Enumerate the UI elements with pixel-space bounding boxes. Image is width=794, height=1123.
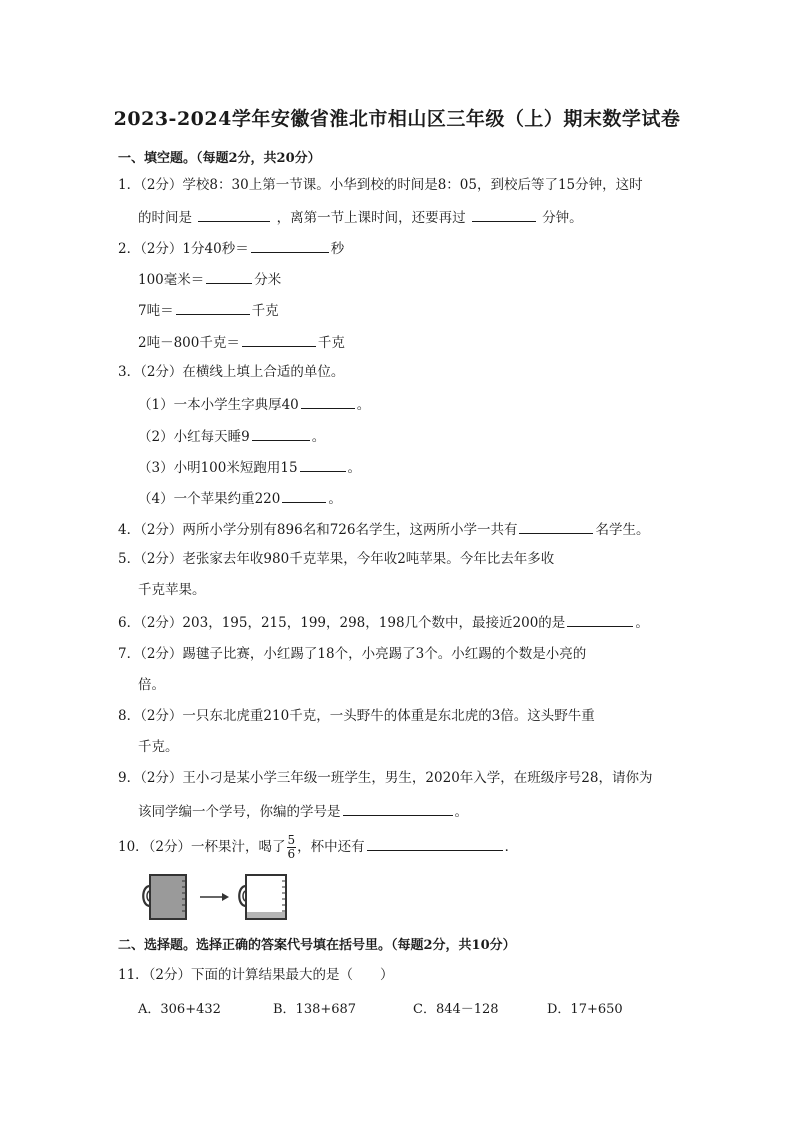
answer-blank[interactable] (242, 332, 316, 347)
sub-question-text: （3）小明100米短跑用15 (138, 460, 298, 476)
punctuation: 。 (311, 429, 326, 445)
answer-blank[interactable] (343, 801, 453, 816)
option-a[interactable]: A．306+432 (138, 1002, 221, 1017)
question-6-text: 6．（2分）203，195，215，199，298，198几个数中，最接近200的是 (118, 615, 566, 631)
question-3-sub-1 (138, 394, 370, 414)
question-2-line-3 (138, 300, 279, 320)
question-9-line-2 (138, 801, 468, 821)
unit-text: 千克 (317, 335, 345, 351)
question-9-text: 该同学编一个学号，你编的学号是 (138, 804, 341, 820)
question-9-line-1: 9．（2分）王小刁是某小学三年级一班学生，男生，2020年入学，在班级序号28，请你为 (118, 770, 653, 786)
question-1-text-a: 的时间是 (138, 210, 192, 226)
question-5-line-2: 千克苹果。 (138, 582, 206, 598)
question-7-line-2: 倍。 (138, 677, 165, 693)
question-10 (118, 834, 518, 861)
partial-cup-image (239, 875, 286, 919)
question-2-line-2 (138, 269, 281, 289)
question-4-text: 4．（2分）两所小学分别有896名和726名学生，这两所小学一共有 (118, 522, 518, 538)
question-10-text: 10．（2分）一杯果汁，喝了 (118, 839, 286, 855)
juice-cup-illustration (138, 872, 298, 922)
unit-text: 秒 (330, 241, 345, 257)
exam-title: 2023-2024学年安徽省淮北市相山区三年级（上）期末数学试卷 (113, 108, 681, 130)
answer-blank[interactable] (252, 426, 310, 441)
question-6 (118, 612, 649, 632)
answer-blank[interactable] (367, 836, 503, 851)
question-8-line-2: 千克。 (138, 739, 179, 755)
fraction-denominator: 6 (287, 847, 296, 861)
punctuation: 。 (454, 804, 468, 820)
punctuation: 。 (347, 460, 362, 476)
question-2-text: 2吨－800千克＝ (138, 335, 240, 351)
option-b[interactable]: B．138+687 (273, 1002, 357, 1017)
question-11-stem: 11．（2分）下面的计算结果最大的是（ ） (118, 967, 394, 983)
option-c[interactable]: C．844－128 (413, 1002, 499, 1017)
answer-blank[interactable] (567, 612, 633, 627)
question-1-line-1: 1．（2分）学校8：30上第一节课。小华到校的时间是8：05，到校后等了15分钟，这时 (118, 177, 643, 193)
answer-blank[interactable] (282, 488, 326, 503)
answer-blank[interactable] (301, 394, 355, 409)
question-1-line-2 (138, 207, 583, 227)
question-10-text-b: ，杯中还有 (297, 839, 365, 855)
answer-blank[interactable] (519, 519, 593, 534)
question-2-line-1 (118, 238, 344, 258)
answer-blank[interactable] (176, 300, 250, 315)
punctuation: 。 (356, 397, 371, 413)
fraction-numerator: 5 (287, 833, 296, 847)
punctuation: ． (504, 839, 519, 855)
arrow-right-icon (200, 893, 229, 901)
question-3-sub-4 (138, 488, 342, 508)
question-4 (118, 519, 649, 539)
section-choice-heading: 二、选择题。选择正确的答案代号填在括号里。（每题2分，共10分） (118, 938, 516, 953)
question-3-sub-3 (138, 457, 361, 477)
sub-question-text: （2）小红每天睡9 (138, 429, 250, 445)
question-2-text: 2．（2分）1分40秒＝ (118, 241, 249, 257)
question-5-line-1: 5．（2分）老张家去年收980千克苹果，今年收2吨苹果。今年比去年多收 (118, 551, 555, 567)
question-8-line-1: 8．（2分）一只东北虎重210千克，一头野牛的体重是东北虎的3倍。这头野牛重 (118, 708, 595, 724)
punctuation: 。 (328, 491, 342, 507)
punctuation: 。 (635, 615, 649, 631)
question-3-sub-2 (138, 426, 325, 446)
sub-question-text: （1）一本小学生字典厚40 (138, 397, 299, 413)
question-4-text-end: 名学生。 (595, 522, 650, 538)
answer-blank[interactable] (198, 207, 270, 222)
question-2-text: 100毫米＝ (138, 272, 205, 288)
fraction (287, 834, 297, 861)
answer-blank[interactable] (300, 457, 346, 472)
section-fill-in-heading: 一、填空题。（每题2分，共20分） (118, 151, 321, 166)
question-7-line-1: 7．（2分）踢毽子比赛，小红踢了18个，小亮踢了3个。小红踢的个数是小亮的 (118, 646, 587, 662)
question-3-line-1: 3．（2分）在横线上填上合适的单位。 (118, 364, 345, 380)
question-2-line-4 (138, 332, 345, 352)
sub-question-text: （4）一个苹果约重220 (138, 491, 281, 507)
answer-blank[interactable] (251, 238, 329, 253)
question-1-text-b: ，离第一节上课时间，还要再过 (276, 210, 466, 226)
question-1-text-c: 分钟。 (542, 210, 583, 226)
full-cup-image (143, 875, 186, 919)
answer-blank[interactable] (472, 207, 536, 222)
option-d[interactable]: D．17+650 (547, 1002, 623, 1017)
unit-text: 千克 (251, 303, 279, 319)
answer-blank[interactable] (206, 269, 252, 284)
unit-text: 分米 (254, 272, 282, 288)
question-2-text: 7吨＝ (138, 303, 174, 319)
